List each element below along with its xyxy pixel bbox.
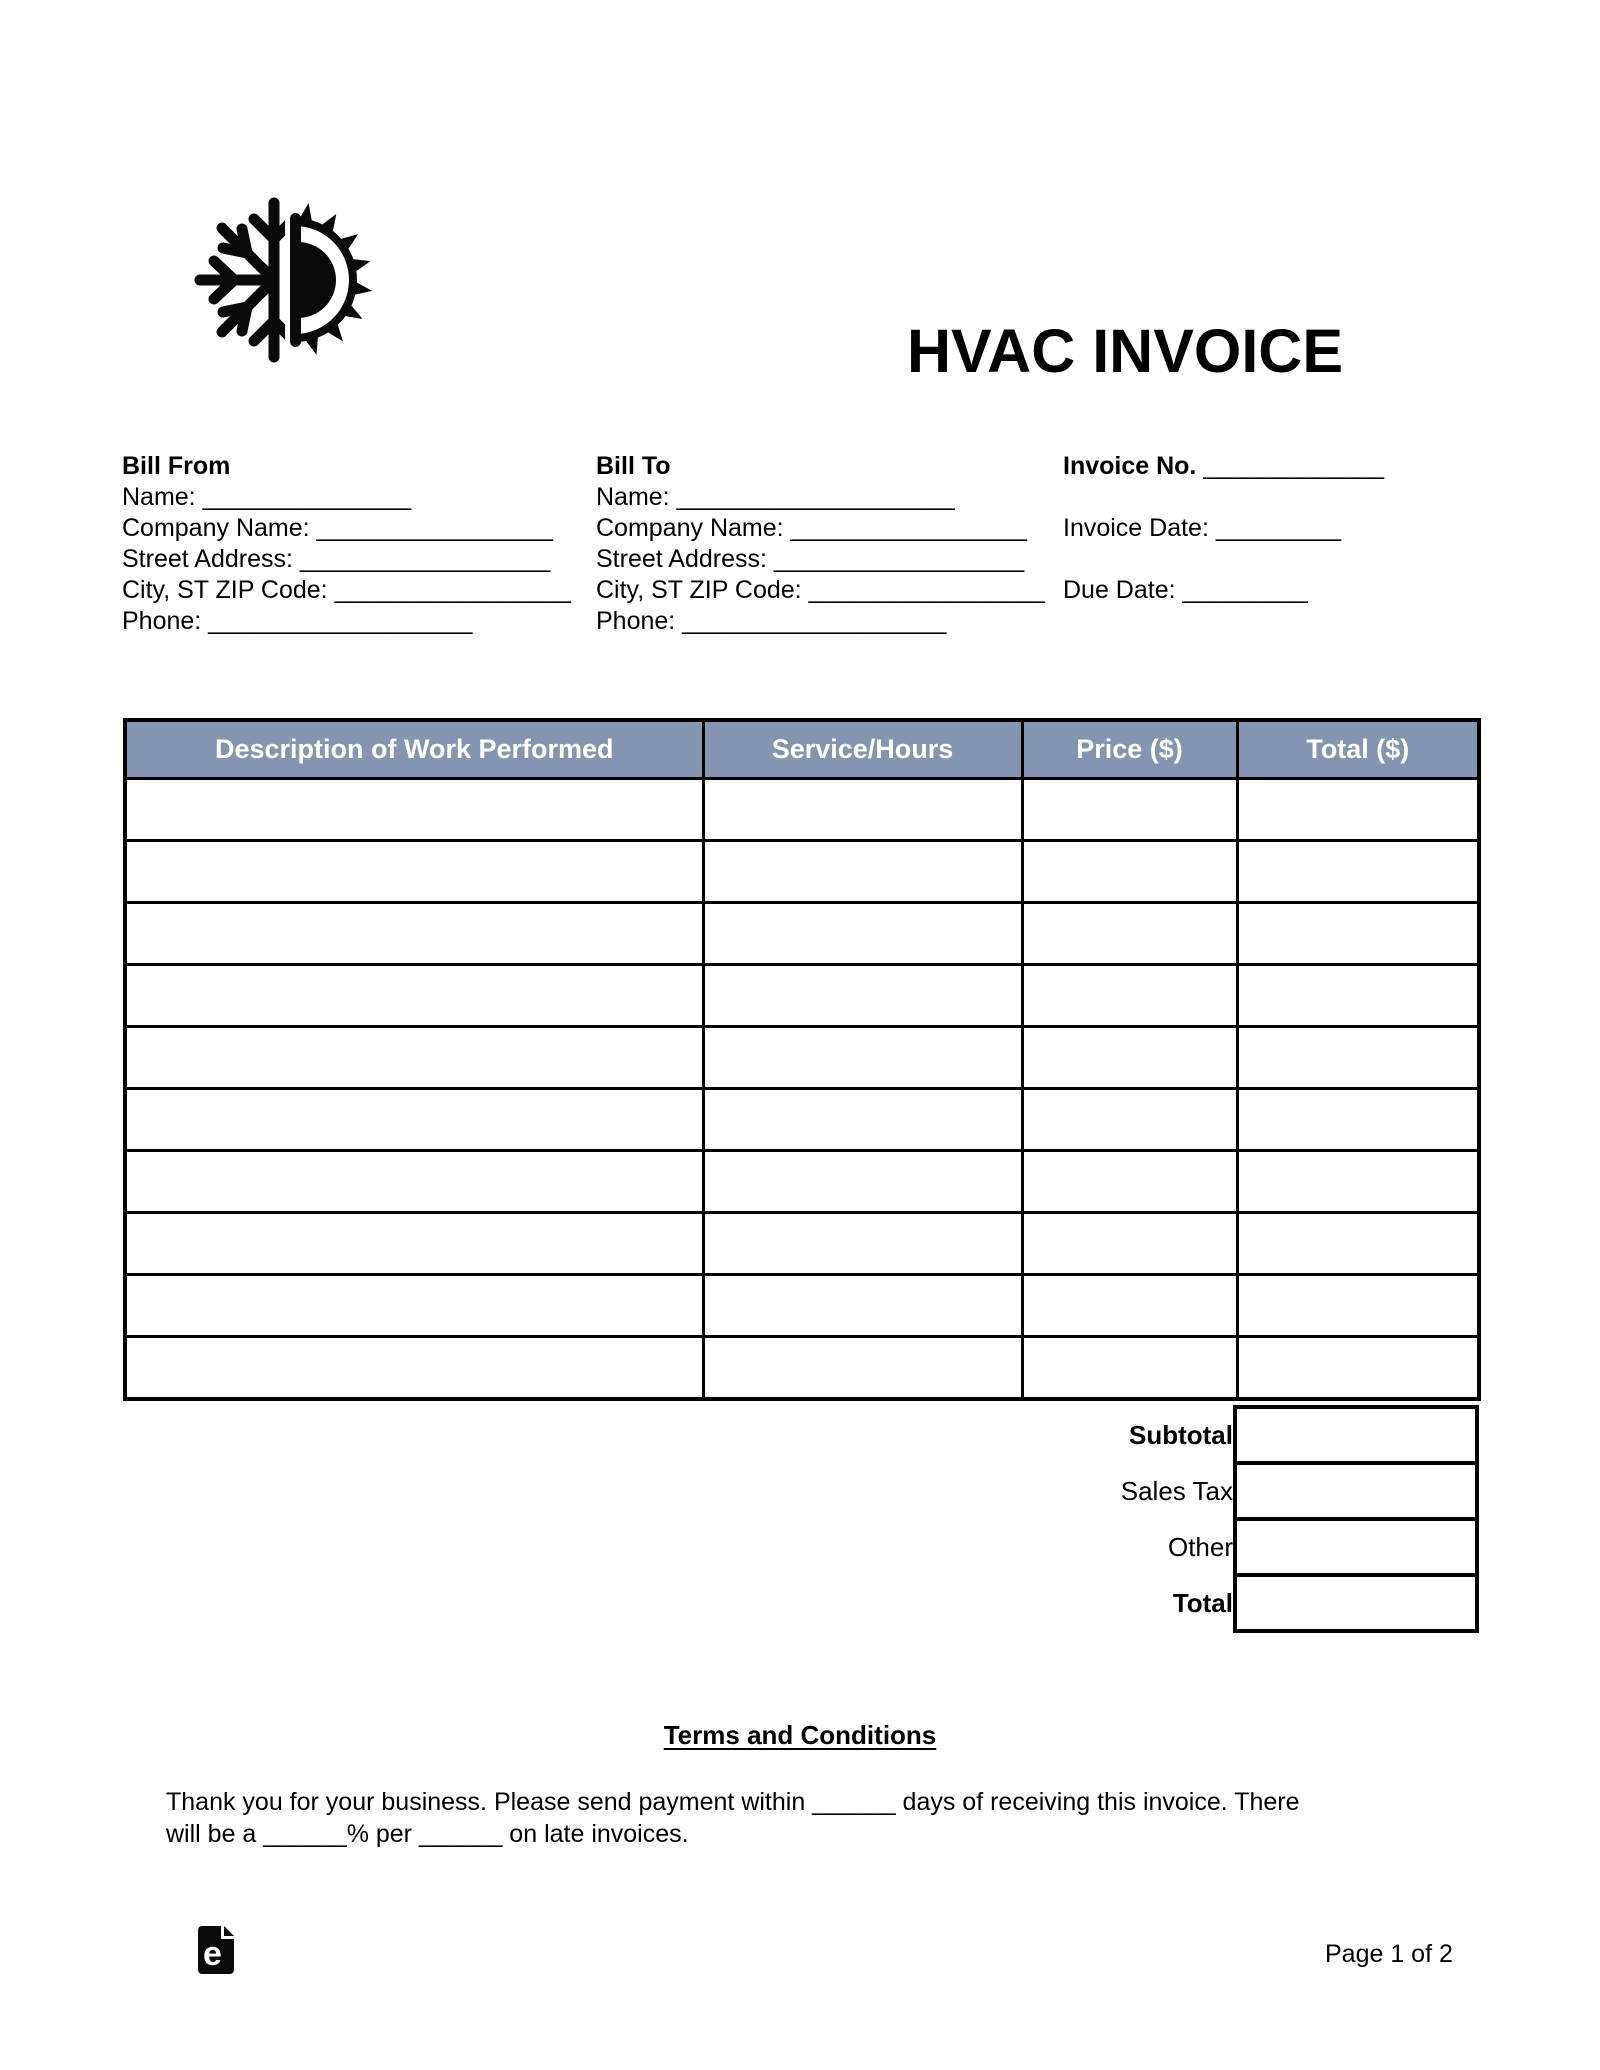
bill-to-heading: Bill To [596,452,671,480]
table-row [125,965,1479,1027]
cell-service-hours[interactable] [703,903,1022,965]
header-price: Price ($) [1022,720,1237,779]
cell-price[interactable] [1022,841,1237,903]
totals-section [123,1405,1479,1633]
cell-total[interactable] [1237,1275,1479,1337]
cell-price[interactable] [1022,965,1237,1027]
cell-total[interactable] [1237,841,1479,903]
bill-from-phone-line: Phone: ___________________ [122,607,473,635]
header-total: Total ($) [1237,720,1479,779]
cell-service-hours[interactable] [703,1337,1022,1400]
subtotal-label: Subtotal [1129,1419,1233,1450]
cell-total[interactable] [1237,1089,1479,1151]
cell-description[interactable] [125,1151,703,1213]
cell-total[interactable] [1237,965,1479,1027]
page-title: HVAC INVOICE [906,317,1344,385]
cell-service-hours[interactable] [703,965,1022,1027]
cell-description[interactable] [125,1275,703,1337]
sales-tax-label: Sales Tax [1120,1475,1233,1506]
table-row [125,1089,1479,1151]
due-date-line: Due Date: _________ [1063,576,1308,604]
invoice-meta-section [1063,451,1384,637]
sales-tax-row [123,1463,1477,1519]
bill-to-phone-line: Phone: ___________________ [596,607,947,635]
total-label: Total [1172,1587,1233,1618]
other-label: Other [1167,1531,1233,1562]
cell-price[interactable] [1022,779,1237,841]
terms-paragraph [166,1786,1476,1850]
cell-total[interactable] [1237,1027,1479,1089]
table-row [125,1151,1479,1213]
table-row [125,779,1479,841]
hvac-snowflake-sun-logo [190,195,373,365]
total-value-box[interactable] [1235,1575,1477,1631]
cell-service-hours[interactable] [703,1151,1022,1213]
cell-description[interactable] [125,965,703,1027]
cell-price[interactable] [1022,1275,1237,1337]
table-row [125,1337,1479,1400]
invoice-number-blank: _____________ [1196,452,1385,480]
table-row [125,1213,1479,1275]
header-service-hours: Service/Hours [703,720,1022,779]
cell-total[interactable] [1237,1213,1479,1275]
bill-to-city-line: City, ST ZIP Code: _________________ [596,576,1045,604]
bill-to-street-line: Street Address: __________________ [596,545,1025,573]
cell-description[interactable] [125,1213,703,1275]
cell-price[interactable] [1022,903,1237,965]
cell-total[interactable] [1237,1151,1479,1213]
cell-total[interactable] [1237,779,1479,841]
cell-total[interactable] [1237,1337,1479,1400]
cell-price[interactable] [1022,1337,1237,1400]
table-row [125,1275,1479,1337]
other-value-box[interactable] [1235,1519,1477,1575]
invoice-number-label: Invoice No. [1063,452,1197,480]
cell-service-hours[interactable] [703,1275,1022,1337]
cell-description[interactable] [125,1027,703,1089]
cell-description[interactable] [125,779,703,841]
cell-service-hours[interactable] [703,841,1022,903]
table-row [125,1027,1479,1089]
eforms-document-icon [198,1926,234,1974]
table-row [125,903,1479,965]
table-header-row [125,720,1479,779]
bill-from-street-line: Street Address: __________________ [122,545,551,573]
header-description: Description of Work Performed [125,720,703,779]
cell-service-hours[interactable] [703,1089,1022,1151]
subtotal-row [123,1407,1477,1463]
cell-description[interactable] [125,1089,703,1151]
bill-to-name-line: Name: ____________________ [596,483,955,511]
cell-price[interactable] [1022,1027,1237,1089]
cell-service-hours[interactable] [703,779,1022,841]
subtotal-value-box[interactable] [1235,1407,1477,1463]
eforms-letter: e [203,1935,222,1973]
bill-from-city-line: City, ST ZIP Code: _________________ [122,576,571,604]
cell-total[interactable] [1237,903,1479,965]
page-number: Page 1 of 2 [1325,1940,1453,1968]
bill-from-heading: Bill From [122,452,231,480]
terms-line-1: Thank you for your business. Please send payment within ______ days of receiving this invoice. There [166,1788,1300,1816]
table-row [125,841,1479,903]
other-row [123,1519,1477,1575]
bill-from-name-line: Name: _______________ [122,483,412,511]
terms-line-2: will be a ______% per ______ on late invoices. [166,1820,689,1848]
total-row [123,1575,1477,1631]
cell-price[interactable] [1022,1151,1237,1213]
bill-from-company-line: Company Name: _________________ [122,514,553,542]
eforms-logo [198,1926,234,1974]
snowflake-sun-icon [190,195,373,365]
cell-service-hours[interactable] [703,1027,1022,1089]
cell-price[interactable] [1022,1213,1237,1275]
invoice-date-line: Invoice Date: _________ [1063,514,1341,542]
cell-description[interactable] [125,1337,703,1400]
invoice-number-line [1063,451,1384,482]
cell-service-hours[interactable] [703,1213,1022,1275]
cell-description[interactable] [125,841,703,903]
terms-heading: Terms and Conditions [663,1720,937,1750]
work-items-table [123,718,1481,1401]
cell-description[interactable] [125,903,703,965]
bill-to-section [596,451,1045,637]
cell-price[interactable] [1022,1089,1237,1151]
bill-to-company-line: Company Name: _________________ [596,514,1027,542]
bill-from-section [122,451,571,637]
sales-tax-value-box[interactable] [1235,1463,1477,1519]
